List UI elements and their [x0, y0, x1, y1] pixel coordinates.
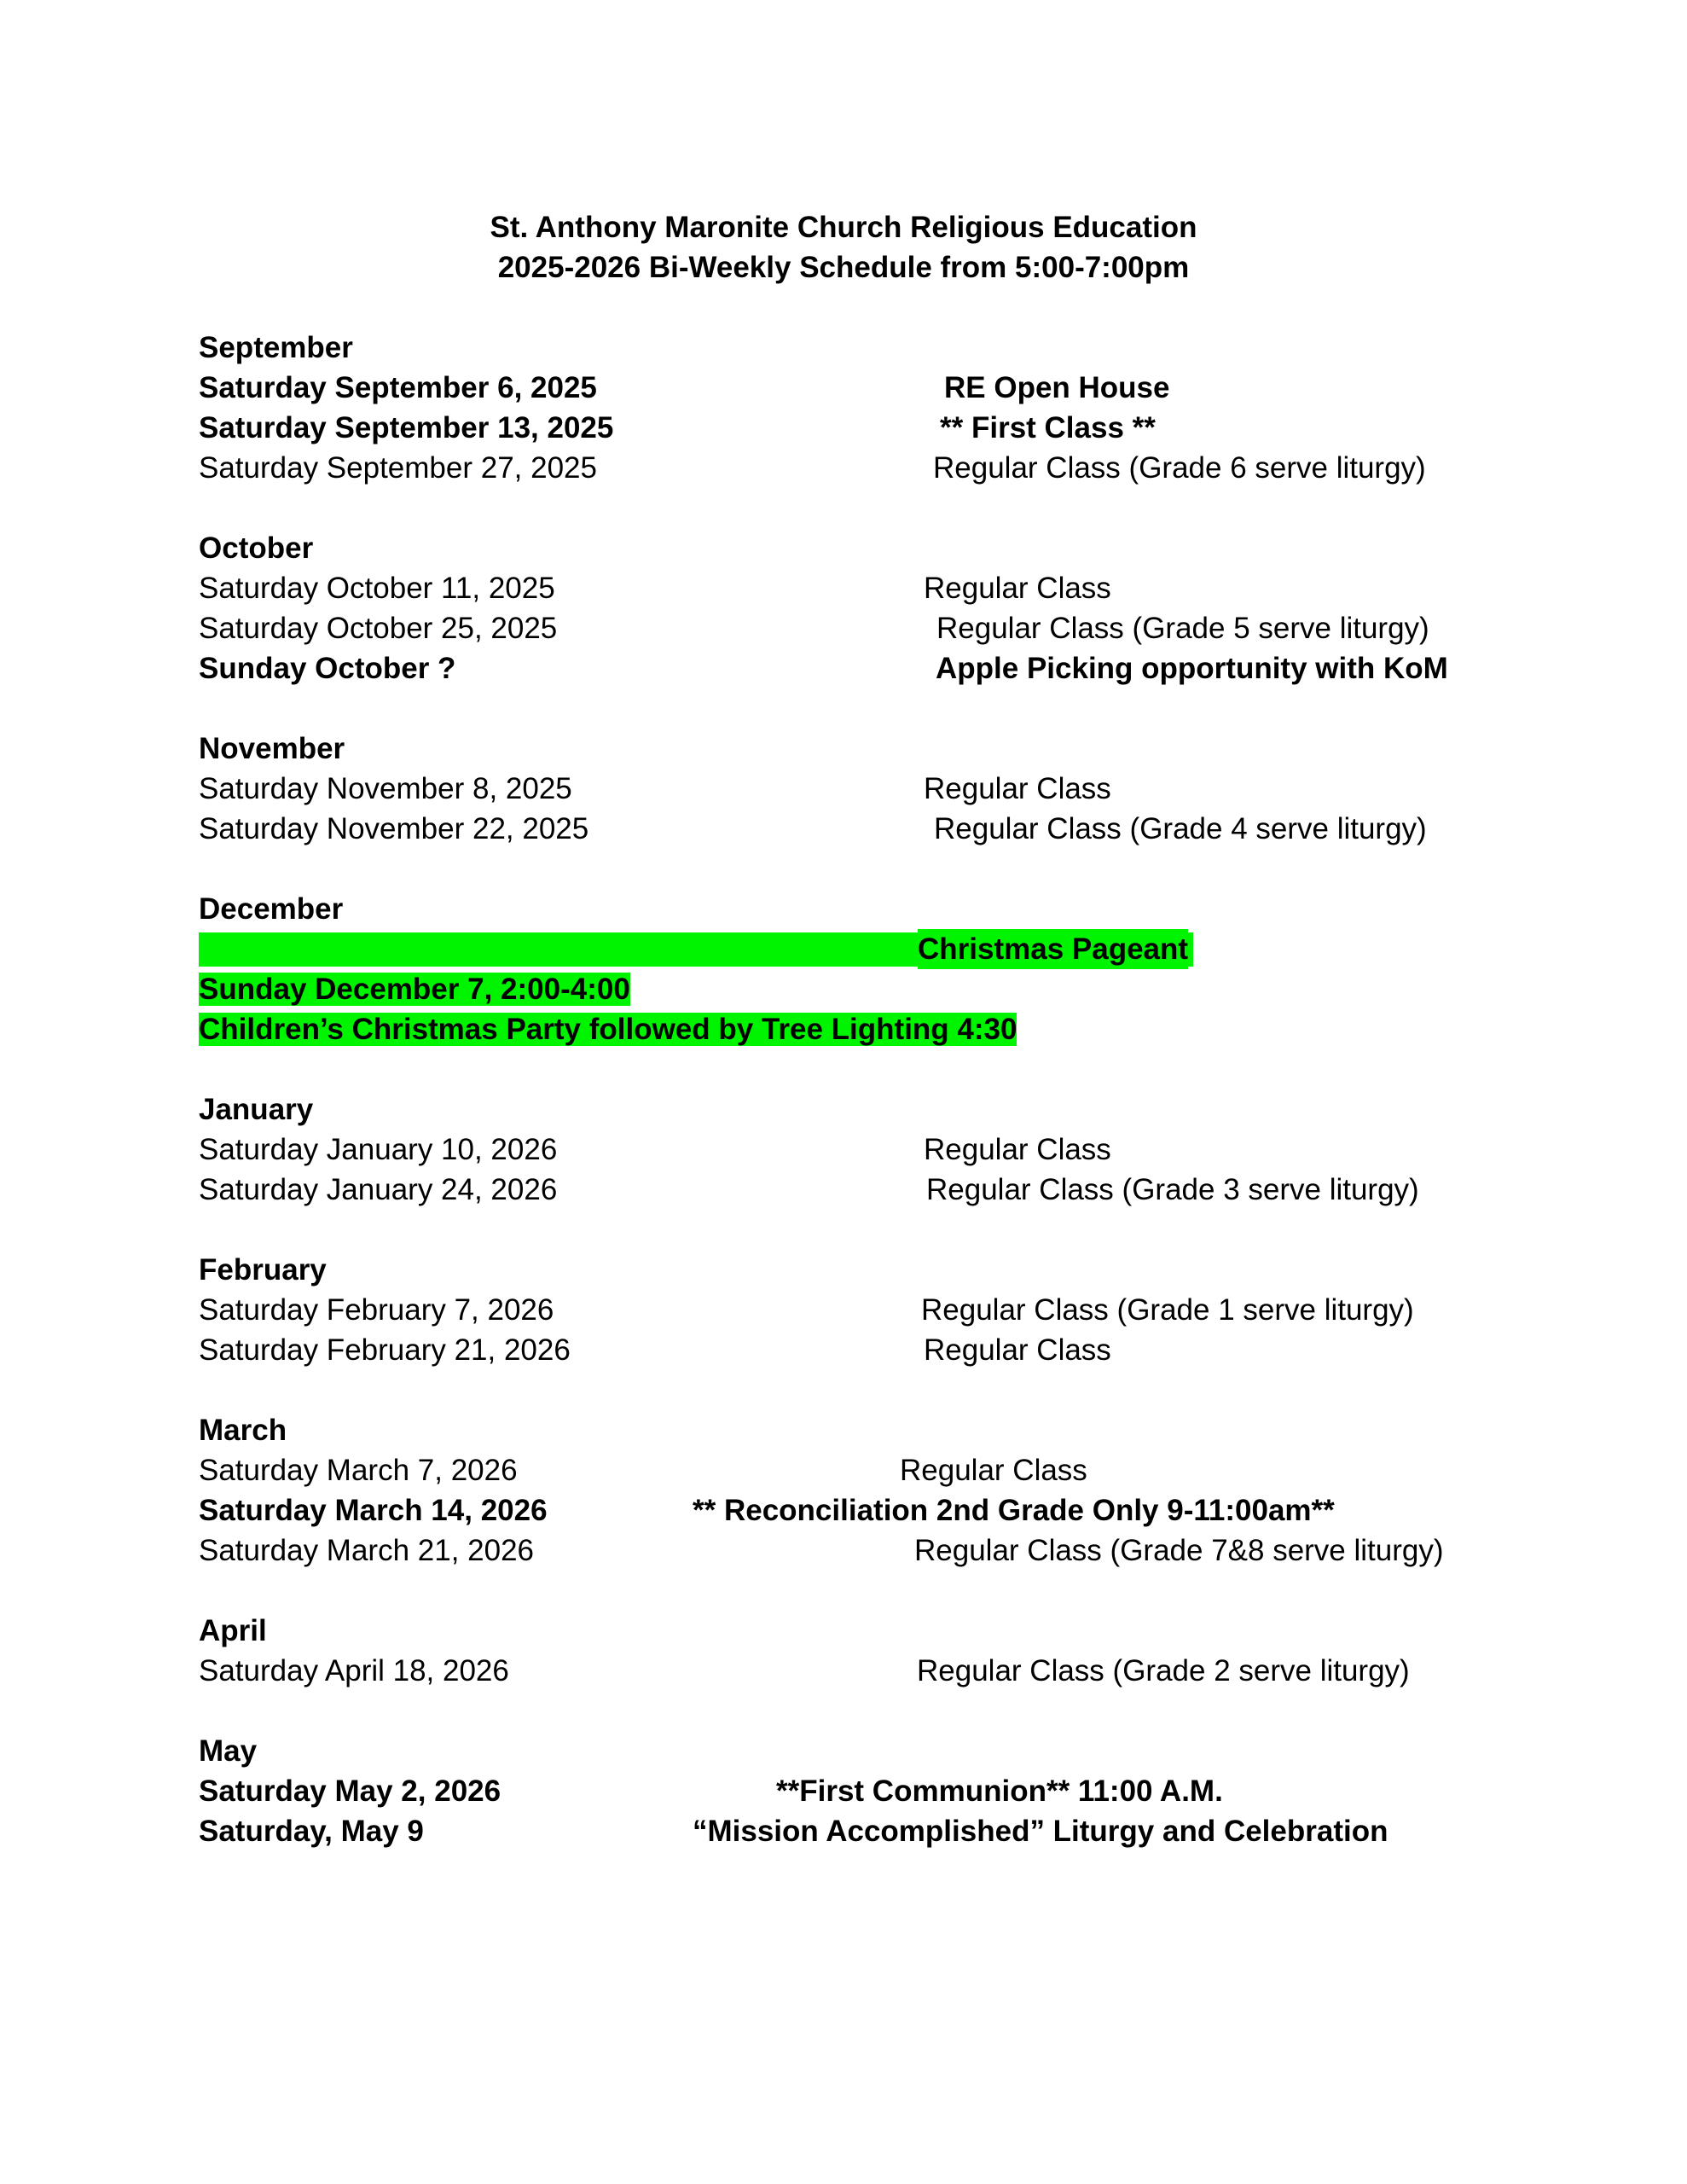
- month-header: January: [199, 1093, 314, 1126]
- schedule-row: [0, 969, 1687, 1009]
- schedule-row: [0, 1130, 1687, 1170]
- spacer-line: [0, 688, 1687, 729]
- event-date: Saturday October 11, 2025: [199, 572, 555, 605]
- event-date: Saturday November 8, 2025: [199, 772, 572, 805]
- spacer-line: [0, 1210, 1687, 1250]
- event-date: Saturday January 24, 2026: [199, 1173, 558, 1206]
- event-description: Regular Class: [924, 1133, 1111, 1166]
- spacer-line: [0, 1691, 1687, 1731]
- event-description: **First Communion** 11:00 A.M.: [776, 1774, 1223, 1808]
- event-date: Saturday March 14, 2026: [199, 1494, 548, 1527]
- event-date: Saturday May 2, 2026: [199, 1774, 501, 1808]
- schedule-row: [0, 608, 1687, 648]
- schedule-row: [0, 568, 1687, 608]
- event-description: RE Open House: [944, 371, 1170, 404]
- event-description: Apple Picking opportunity with KoM: [936, 652, 1448, 685]
- schedule-row: [0, 769, 1687, 809]
- spacer-line: [0, 488, 1687, 528]
- schedule-row: [0, 1450, 1687, 1490]
- event-description: Regular Class: [924, 1333, 1111, 1367]
- event-description: Regular Class (Grade 3 serve liturgy): [926, 1173, 1419, 1206]
- event-description: Regular Class: [924, 572, 1111, 605]
- event-date: Saturday January 10, 2026: [199, 1133, 558, 1166]
- schedule-row: [0, 809, 1687, 849]
- event-description: Regular Class: [900, 1454, 1087, 1487]
- event-date: Saturday March 21, 2026: [199, 1534, 535, 1567]
- event-date: Saturday September 6, 2025: [199, 371, 597, 404]
- schedule-row: [0, 1009, 1687, 1049]
- event-date: Sunday October ?: [199, 652, 456, 685]
- spacer-line: [0, 1571, 1687, 1611]
- schedule-row: [0, 1811, 1687, 1851]
- schedule-row: [0, 408, 1687, 448]
- event-description: Regular Class (Grade 7&8 serve liturgy): [914, 1534, 1444, 1567]
- schedule-row: [0, 368, 1687, 408]
- month-header: April: [199, 1614, 267, 1647]
- event-date: Saturday March 7, 2026: [199, 1454, 518, 1487]
- event-description: Regular Class (Grade 2 serve liturgy): [917, 1654, 1410, 1687]
- month-header: March: [199, 1414, 287, 1447]
- event-date: Saturday February 7, 2026: [199, 1293, 554, 1327]
- schedule-row: [0, 1330, 1687, 1370]
- event-description: Regular Class (Grade 4 serve liturgy): [934, 812, 1427, 845]
- document-title-line-1: St. Anthony Maronite Church Religious Education: [490, 211, 1197, 244]
- schedule-row: [0, 1531, 1687, 1571]
- month-header: October: [199, 531, 314, 565]
- event-date: Sunday December 7, 2:00-4:00: [199, 973, 630, 1006]
- event-date: Saturday September 27, 2025: [199, 451, 597, 485]
- event-description: Christmas Pageant: [918, 929, 1188, 969]
- event-description: Regular Class (Grade 5 serve liturgy): [936, 612, 1429, 645]
- schedule-row: [0, 1490, 1687, 1531]
- spacer-line: [0, 288, 1687, 328]
- schedule-row: [0, 1651, 1687, 1691]
- event-description: ** Reconciliation 2nd Grade Only 9-11:00am**: [693, 1494, 1335, 1527]
- event-description: “Mission Accomplished” Liturgy and Celebration: [693, 1815, 1388, 1848]
- schedule-row: [0, 648, 1687, 688]
- event-date: Saturday February 21, 2026: [199, 1333, 571, 1367]
- event-date: Saturday November 22, 2025: [199, 812, 589, 845]
- event-date: Saturday October 25, 2025: [199, 612, 558, 645]
- event-date: Saturday April 18, 2026: [199, 1654, 509, 1687]
- spacer-line: [0, 1370, 1687, 1410]
- event-date: Saturday September 13, 2025: [199, 411, 614, 444]
- month-header: December: [199, 892, 344, 926]
- month-header: November: [199, 732, 345, 765]
- schedule-body: [0, 207, 1687, 1851]
- document-title-line-2: 2025-2026 Bi-Weekly Schedule from 5:00-7:00pm: [497, 251, 1190, 284]
- event-description: ** First Class **: [940, 411, 1156, 444]
- spacer-line: [0, 849, 1687, 889]
- spacer-line: [0, 1049, 1687, 1089]
- month-header: May: [199, 1734, 258, 1768]
- event-description: Regular Class (Grade 1 serve liturgy): [921, 1293, 1414, 1327]
- event-date: Children’s Christmas Party followed by Tree Lighting 4:30: [199, 1013, 1017, 1046]
- schedule-row: [0, 1170, 1687, 1210]
- event-description: Regular Class (Grade 6 serve liturgy): [933, 451, 1426, 485]
- month-header: September: [199, 331, 353, 364]
- schedule-row: [0, 1290, 1687, 1330]
- event-date: Saturday, May 9: [199, 1815, 424, 1848]
- month-header: February: [199, 1253, 327, 1287]
- event-description: Regular Class: [924, 772, 1111, 805]
- schedule-row: [0, 1771, 1687, 1811]
- schedule-row: [0, 448, 1687, 488]
- schedule-row: [0, 929, 1687, 969]
